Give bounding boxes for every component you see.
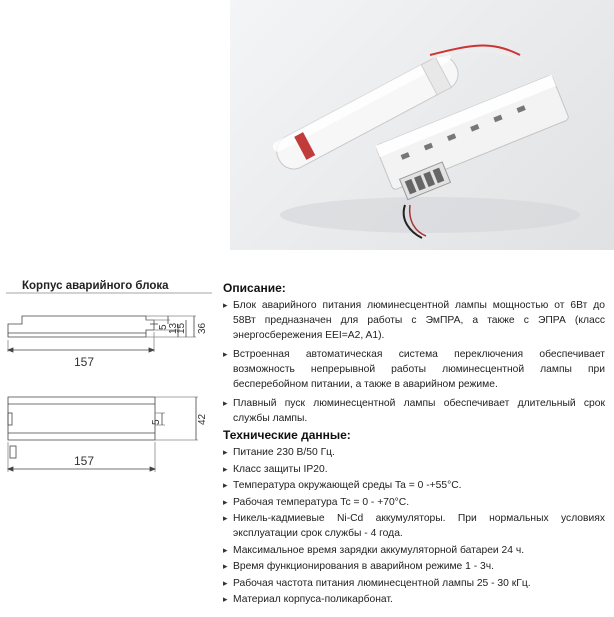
tech-item: ▸ Время функционирования в аварийном режиме 1 - 3ч.: [223, 559, 605, 574]
tech-item: ▸ Рабочая температура Tc = 0 - +70°C.: [223, 495, 605, 510]
dim-42: 42: [197, 413, 208, 425]
tech-list: [223, 445, 605, 607]
dim-36: 36: [197, 322, 208, 334]
description-item: ▸ Блок аварийного питания люминесцентной лампы мощностью от 6Вт до 58Вт предназначен для работы с ЭмПРА, а также с ЭПРА (класс энергосбережения EEI=A2, A1).: [223, 298, 605, 343]
dim-15: 15: [176, 322, 187, 334]
tech-item: ▸ Питание 230 В/50 Гц.: [223, 445, 605, 460]
dim-157-side: 157: [74, 355, 95, 369]
dim-157-top: 157: [74, 454, 95, 468]
description-item: ▸ Встроенная автоматическая система переключения обеспечивает возможность непрерывной работы люминесцентной лампы при бесперебойном питании, а также в аварийном режиме.: [223, 347, 605, 392]
tech-title: Технические данные:: [223, 428, 351, 442]
tech-item: ▸ Класс защиты IP20.: [223, 462, 605, 477]
tech-section: [223, 428, 605, 609]
description-section: [223, 281, 605, 430]
dim-5-top: 5: [151, 419, 162, 425]
product-illustration: [230, 0, 614, 250]
description-title: Описание:: [223, 281, 286, 295]
housing-title: Корпус аварийного блока: [22, 280, 169, 292]
tech-item: ▸ Температура окружающей среды Ta = 0 -+55°C.: [223, 478, 605, 493]
description-list: [223, 298, 605, 426]
tech-item: ▸ Материал корпуса-поликарбонат.: [223, 592, 605, 607]
housing-drawing: [0, 0, 224, 617]
tech-item: ▸ Рабочая частота питания люминесцентной лампы 25 - 30 кГц.: [223, 576, 605, 591]
description-item: ▸ Плавный пуск люминесцентной лампы обеспечивает длительный срок службы лампы.: [223, 396, 605, 426]
product-photo: [230, 0, 614, 250]
dim-5-side: 5: [158, 324, 169, 330]
tech-item: ▸ Никель-кадмиевые Ni-Cd аккумуляторы. При нормальных условиях эксплуатации срок службы - 4 года.: [223, 511, 605, 541]
tech-item: ▸ Максимальное время зарядки аккумуляторной батареи 24 ч.: [223, 543, 605, 558]
dim-13: 13: [168, 322, 179, 334]
